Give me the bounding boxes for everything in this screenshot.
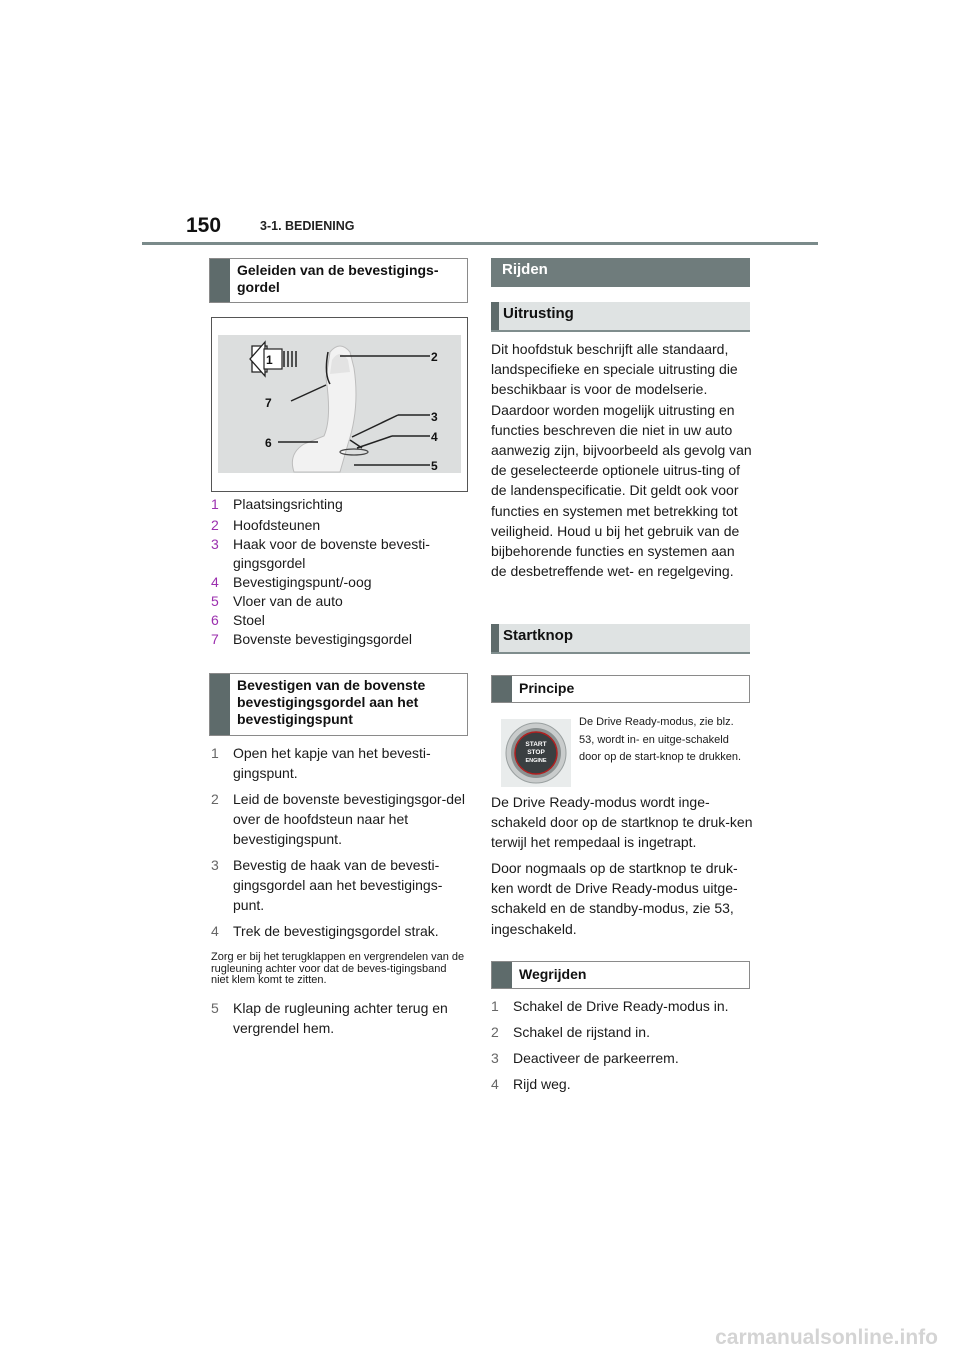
drive-off-steps bbox=[491, 996, 753, 1100]
figure-label-6: 6 bbox=[265, 436, 272, 450]
watermark: carmanualsonline.info bbox=[715, 1326, 938, 1349]
step-number: 1 bbox=[211, 745, 219, 761]
figure-label-4: 4 bbox=[431, 430, 438, 444]
step-item bbox=[491, 996, 753, 1016]
step-number: 1 bbox=[491, 998, 499, 1014]
heading-bar bbox=[492, 676, 512, 702]
step-label: Open het kapje van het bevesti-gingspunt. bbox=[233, 745, 431, 781]
step-item bbox=[211, 855, 466, 915]
legend-item bbox=[211, 516, 471, 535]
legend-label: Bovenste bevestigingsgordel bbox=[233, 631, 413, 647]
heading-guides-text: Geleiden van de bevestigings-gordel bbox=[237, 262, 439, 295]
figure-label-5: 5 bbox=[431, 459, 438, 473]
step-item bbox=[211, 998, 466, 1038]
page-number: 150 bbox=[186, 214, 222, 237]
section-heading-uitrusting-text: Uitrusting bbox=[503, 305, 574, 322]
button-text-stop: STOP bbox=[527, 749, 545, 756]
heading-bar bbox=[492, 962, 512, 988]
heading-bar bbox=[491, 624, 499, 652]
step-number: 4 bbox=[211, 923, 219, 939]
step-label: Trek de bevestigingsgordel strak. bbox=[233, 923, 439, 939]
step-number: 3 bbox=[211, 857, 219, 873]
step-number: 4 bbox=[491, 1076, 499, 1092]
legend-label: Haak voor de bovenste bevesti-gingsgordel bbox=[233, 536, 430, 571]
legend-item bbox=[211, 611, 471, 630]
heading-bar bbox=[491, 302, 499, 330]
heading-box-attach bbox=[209, 673, 468, 736]
legend-label: Vloer van de auto bbox=[233, 593, 343, 609]
start-stop-button-image bbox=[501, 719, 571, 787]
drive-ready-off-paragraph: Door nogmaals op de startknop te druk-ken wordt de Drive Ready-modus uitge-schakeld en de standby-modus, zie 53, ingeschakeld. bbox=[491, 860, 738, 937]
step-label: Rijd weg. bbox=[513, 1076, 571, 1092]
step-label: Klap de rugleuning achter terug en vergrendel hem. bbox=[233, 1000, 448, 1036]
heading-box-guides bbox=[209, 258, 468, 303]
legend-label: Hoofdsteunen bbox=[233, 517, 321, 533]
heading-bar bbox=[210, 259, 230, 302]
step-label: Bevestig de haak van de bevesti-gingsgordel aan het bevestigings-punt. bbox=[233, 857, 443, 913]
section-heading-startknop bbox=[491, 624, 750, 654]
legend-number: 6 bbox=[211, 612, 219, 628]
principle-small-text: De Drive Ready-modus, zie blz. 53, wordt in- en uitge-schakeld door op de start-knop te drukken. bbox=[579, 716, 742, 763]
step-label: Deactiveer de parkeerrem. bbox=[513, 1050, 679, 1066]
step-number: 5 bbox=[211, 1000, 219, 1016]
heading-principle-text: Principe bbox=[519, 680, 575, 696]
legend-label: Plaatsingsrichting bbox=[233, 496, 343, 512]
section-heading-rijden bbox=[491, 258, 750, 287]
legend-item bbox=[211, 630, 471, 649]
legend-item bbox=[211, 535, 471, 573]
legend-number: 5 bbox=[211, 593, 219, 609]
legend-label: Bevestigingspunt/-oog bbox=[233, 574, 372, 590]
drive-ready-on-paragraph: De Drive Ready-modus wordt inge-schakeld door op de startknop te druk-ken terwijl het rempedaal is ingetrapt. bbox=[491, 794, 753, 851]
seat-belt-guide-figure bbox=[211, 317, 468, 492]
legend-number: 7 bbox=[211, 631, 219, 647]
figure-label-1: 1 bbox=[266, 353, 273, 367]
legend-number: 4 bbox=[211, 574, 219, 590]
legend-item bbox=[211, 592, 471, 611]
legend-label: Stoel bbox=[233, 612, 265, 628]
figure-legend bbox=[211, 495, 471, 649]
section-heading-rijden-text: Rijden bbox=[502, 261, 548, 278]
header-rule bbox=[142, 242, 818, 245]
figure-label-2: 2 bbox=[431, 350, 438, 364]
step-item bbox=[491, 1074, 753, 1094]
legend-item bbox=[211, 495, 471, 514]
step-number: 2 bbox=[491, 1024, 499, 1040]
note-text: Zorg er bij het terugklappen en vergrendelen van de rugleuning achter voor dat de beves-tigingsband niet klem komt te zitten. bbox=[211, 951, 465, 986]
step-number: 2 bbox=[211, 791, 219, 807]
attach-steps bbox=[211, 743, 466, 947]
section-heading-startknop-text: Startknop bbox=[503, 627, 574, 644]
heading-box-drive-off bbox=[491, 961, 750, 989]
legend-item bbox=[211, 573, 471, 592]
seat-illustration bbox=[212, 318, 467, 491]
step-item bbox=[211, 789, 466, 849]
step-item bbox=[211, 743, 466, 783]
step-label: Schakel de Drive Ready-modus in. bbox=[513, 998, 729, 1014]
figure-label-7: 7 bbox=[265, 396, 272, 410]
heading-attach-text: Bevestigen van de bovenste bevestigingsgordel aan het bevestigingspunt bbox=[237, 677, 426, 727]
section-heading-uitrusting bbox=[491, 302, 750, 332]
legend-number: 1 bbox=[211, 496, 219, 512]
section-label: 3-1. BEDIENING bbox=[260, 219, 355, 233]
fold-steps bbox=[211, 998, 466, 1044]
step-label: Leid de bovenste bevestigingsgor-del over de hoofdsteun naar het bevestigingspunt. bbox=[233, 791, 465, 847]
legend-number: 3 bbox=[211, 536, 219, 552]
legend-number: 2 bbox=[211, 517, 219, 533]
figure-label-3: 3 bbox=[431, 410, 438, 424]
heading-bar bbox=[210, 674, 230, 735]
heading-drive-off-text: Wegrijden bbox=[519, 966, 587, 982]
start-stop-button-icon bbox=[501, 719, 571, 787]
button-text-start: START bbox=[525, 741, 547, 748]
step-item bbox=[491, 1022, 753, 1042]
equipment-paragraph: Dit hoofdstuk beschrijft alle standaard, landspecifieke en speciale uitrusting die beschikbaar is voor de modelserie. Daardoor worden mogelijk uitrusting en functies beschreven die niet in uw auto aanwezig zijn, bijvoorbeeld als gevolg van de geselecteerde optionele uitrus-ting of de landenspecificatie. Dit geldt ook voor functies en systemen met betrekking tot veiligheid. Houd u bij het gebruik van de bijbehorende functies en systemen aan de desbetreffende wet- en regelgeving. bbox=[491, 341, 752, 580]
heading-box-principle bbox=[491, 675, 750, 703]
step-number: 3 bbox=[491, 1050, 499, 1066]
button-text-engine: ENGINE bbox=[525, 758, 547, 764]
step-item bbox=[211, 921, 466, 941]
step-item bbox=[491, 1048, 753, 1068]
step-label: Schakel de rijstand in. bbox=[513, 1024, 650, 1040]
